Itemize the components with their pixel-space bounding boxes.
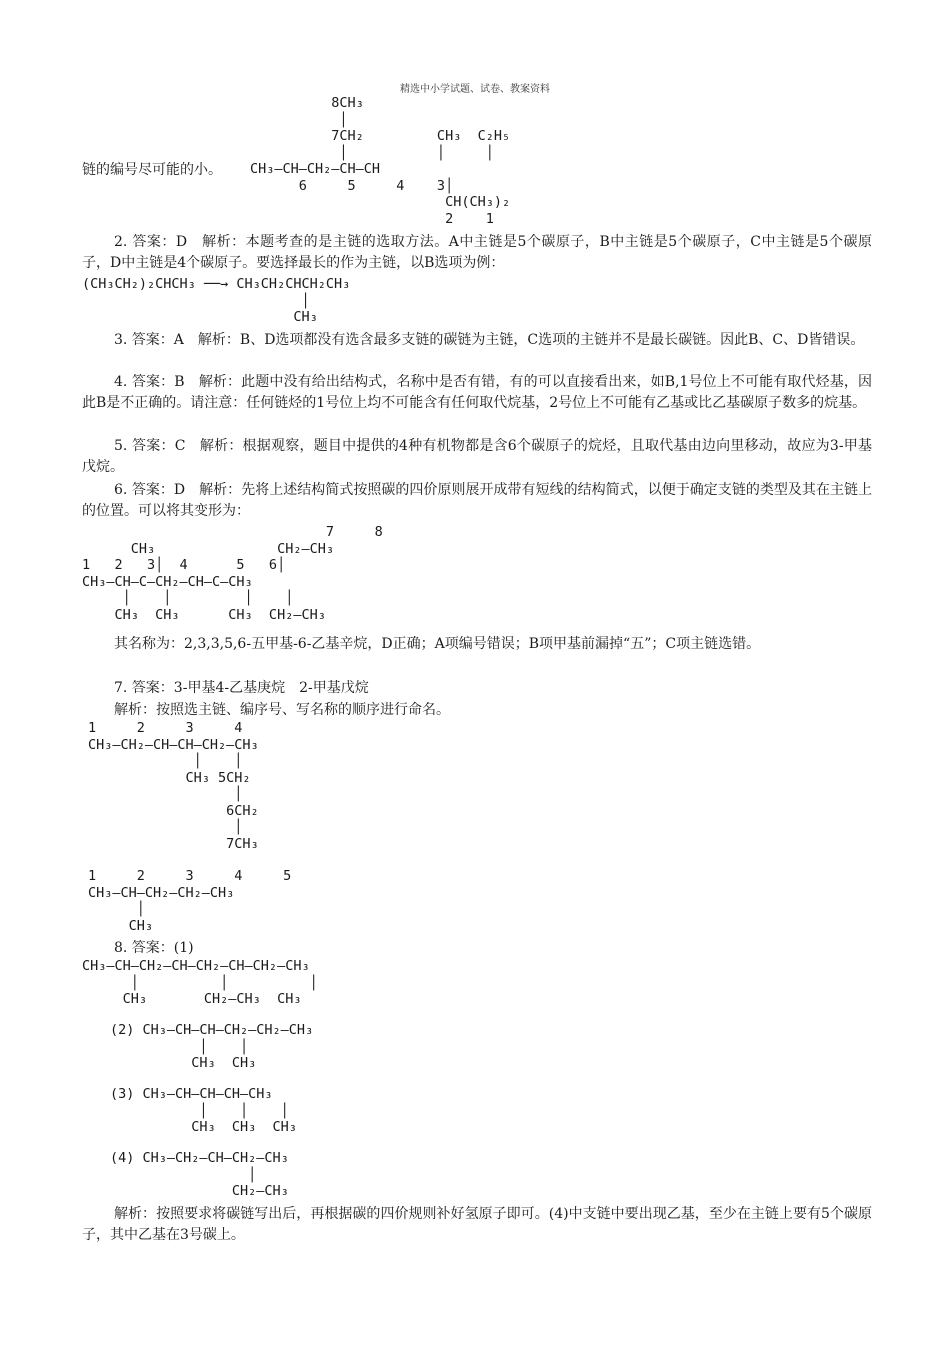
q8-structure-2: (2) CH₃—CH—CH—CH₂—CH₂—CH₃ │ │ CH₃ CH₃ [110, 1022, 314, 1071]
q6-text: 6. 答案：D 解析：先将上述结构简式按照碳的四价原则展开成带有短线的结构简式，以便于确定支链的类型及其在主链上的位置。可以将其变形为： [82, 482, 872, 519]
q2-text: 2. 答案：D 解析：本题考查的是主链的选取方法。A中主链是5个碳原子，B中主链是5个碳原子，C中主链是5个碳原子，D中主链是4个碳原子。要选择最长的作为主链，以B选项为例： [82, 234, 872, 271]
q4-text: 4. 答案：B 解析：此题中没有给出结构式，名称中是否有错，有的可以直接看出来，如B,1号位上不可能有取代烃基，因此B是不正确的。请注意：任何链烃的1号位上均不可能含有任何取代烷基，2号位上不可能有乙基或比乙基碳原子数多的烷基。 [82, 374, 872, 411]
q3-text: 3. 答案：A 解析：B、D选项都没有选含最多支链的碳链为主链，C选项的主链并不是最长碳链。因此B、C、D皆错误。 [114, 332, 865, 348]
q1-structure: 8CH₃ │ 7CH₂ CH₃ C₂H₅ │ │ │ CH₃—CH—CH₂—CH—CH 6 5 4 3│ CH(CH₃)₂ 2 1 [250, 95, 511, 227]
q8-analysis: 解析：按照要求将碳链写出后，再根据碳的四价规则补好氢原子即可。(4)中支链中要出现乙基，至少在主链上要有5个碳原子，其中乙基在3号碳上。 [82, 1206, 872, 1243]
q7-structure-2: 1 2 3 4 5 CH₃—CH—CH₂—CH₂—CH₃ │ CH₃ [88, 868, 292, 934]
q8-structure-1: CH₃—CH—CH₂—CH—CH₂—CH—CH₂—CH₃ │ │ │ CH₃ CH₂—CH₃ CH₃ [82, 958, 318, 1007]
q2-structure: (CH₃CH₂)₂CHCH₃ ──→ CH₃CH₂CHCH₂CH₃ │ CH₃ [82, 276, 351, 325]
q7-structure-1: 1 2 3 4 CH₃—CH₂—CH—CH—CH₂—CH₃ │ │ CH₃ 5CH₂ │ 6CH₂ │ 7CH₃ [88, 720, 259, 852]
q8-structure-4: (4) CH₃—CH₂—CH—CH₂—CH₃ │ CH₂—CH₃ [110, 1150, 289, 1199]
q8-answer: 8. 答案：(1) [114, 940, 194, 956]
q6-structure: 7 8 CH₃ CH₂—CH₃ 1 2 3│ 4 5 6│ CH₃—CH—C—CH₂—CH—C—CH₃ │ │ │ │ CH₃ CH₃ CH₃ CH₂—CH₃ [82, 524, 383, 623]
q5-text: 5. 答案：C 解析：根据观察，题目中提供的4种有机物都是含6个碳原子的烷烃，且取代基由边向里移动，故应为3-甲基戊烷。 [82, 438, 872, 475]
q6-name-line: 其名称为：2,3,3,5,6-五甲基-6-乙基辛烷，D正确；A项编号错误；B项甲基前漏掉“五”；C项主链选错。 [114, 636, 761, 652]
q8-structure-3: (3) CH₃—CH—CH—CH—CH₃ │ │ │ CH₃ CH₃ CH₃ [110, 1086, 297, 1135]
page-header: 精选中小学试题、试卷、教案资料 [400, 84, 550, 95]
q7-answer: 7. 答案：3-甲基4-乙基庚烷 2-甲基戊烷 [114, 680, 369, 696]
q1-tail-text: 链的编号尽可能的小。 [82, 162, 222, 178]
q7-analysis: 解析：按照选主链、编序号、写名称的顺序进行命名。 [114, 702, 450, 718]
